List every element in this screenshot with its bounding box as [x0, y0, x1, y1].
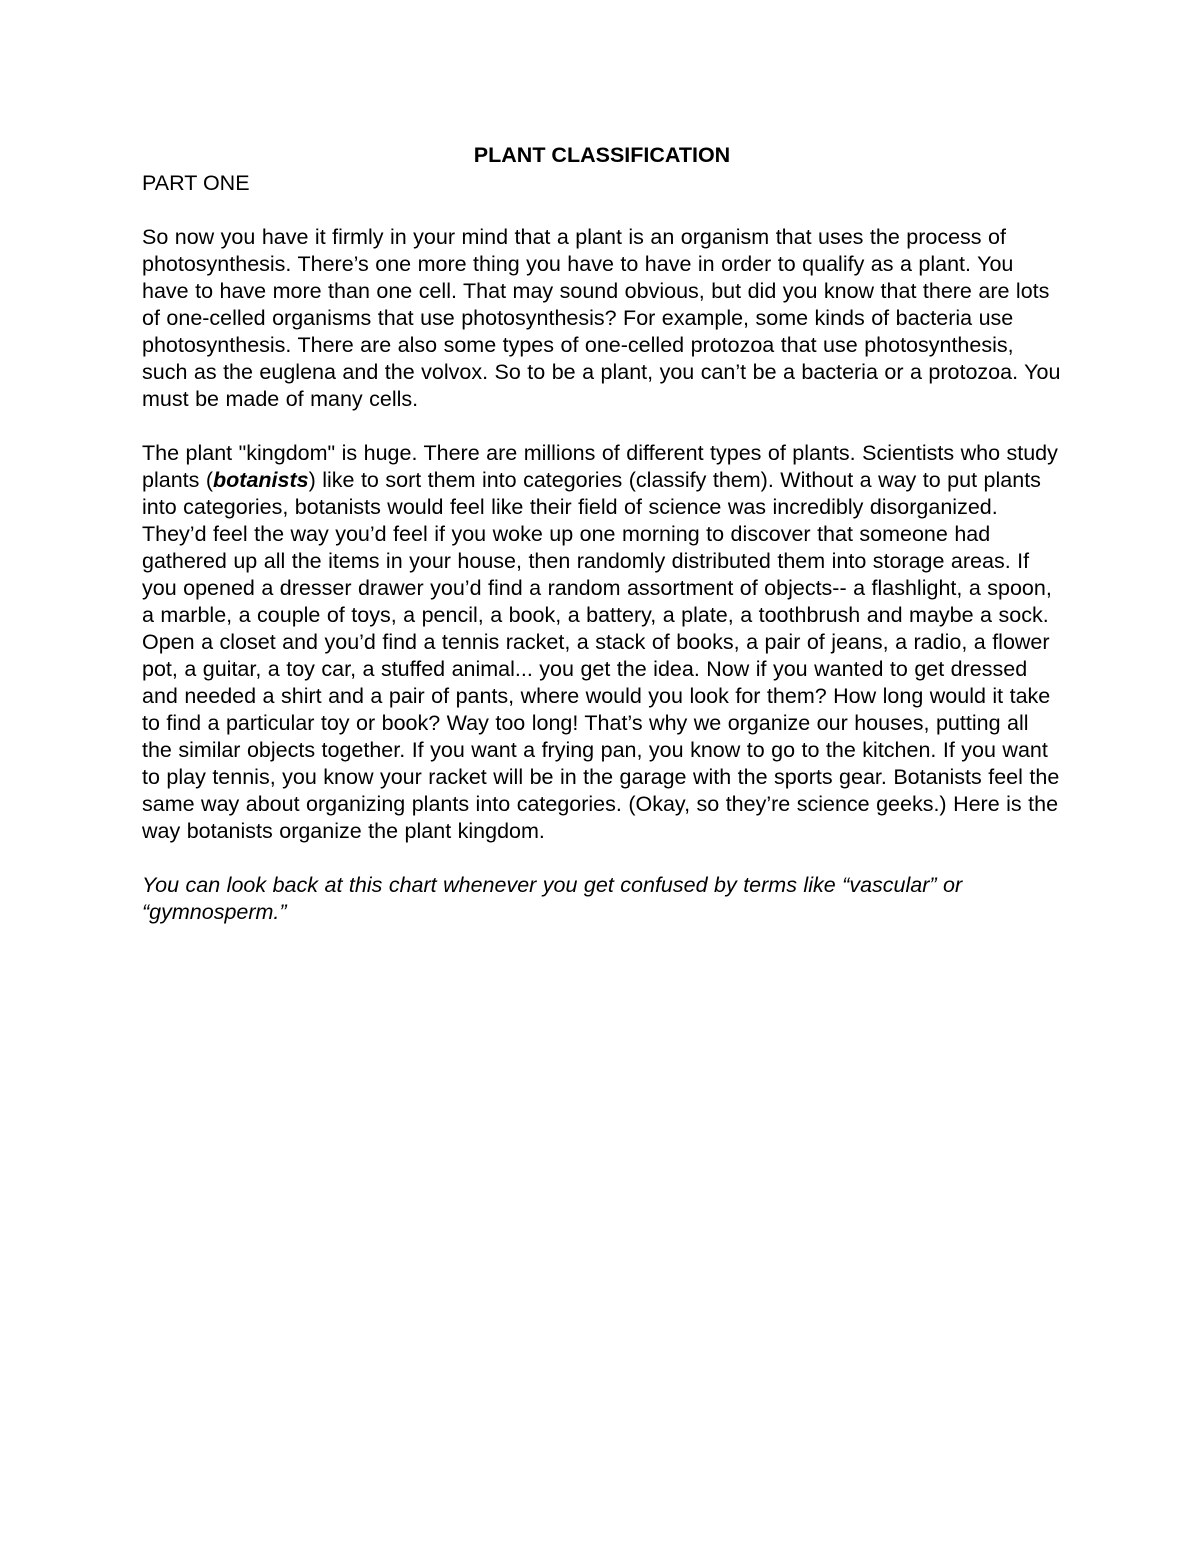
chart-note: You can look back at this chart whenever you get confused by terms like “vascular” or “gymnosperm.”	[142, 873, 963, 924]
paragraph-text-start: The plant "kingdom" is huge. There are millions of different types of plants. Scientists who study plants (	[142, 441, 1058, 492]
paragraph-plant-kingdom	[142, 440, 1062, 845]
part-heading: PART ONE	[142, 171, 250, 195]
paragraph-text-end: ) like to sort them into categories (classify them). Without a way to put plants into categories, botanists would feel like their field of science was incredibly disorganized. They’d feel the way you’d feel if you woke up one morning to discover that someone had gathered up all the items in your house, then randomly distributed them into storage areas. If you opened a dresser drawer you’d find a random assortment of objects-- a flashlight, a spoon, a marble, a couple of toys, a pencil, a book, a battery, a plate, a toothbrush and maybe a sock. Open a closet and you’d find a tennis racket, a stack of books, a pair of jeans, a radio, a flower pot, a guitar, a toy car, a stuffed animal... you get the idea. Now if you wanted to get dressed and needed a shirt and a pair of pants, where would you look for them? How long would it take to find a particular toy or book? Way too long! That’s why we organize our houses, putting all the similar objects together. If you want a frying pan, you know to go to the kitchen. If you want to play tennis, you know your racket will be in the garage with the sports gear. Botanists feel the same way about organizing plants into categories. (Okay, so they’re science geeks.) Here is the way botanists organize the plant kingdom.	[142, 468, 1060, 843]
botanists-term: botanists	[213, 468, 309, 492]
document-title: PLANT CLASSIFICATION	[473, 143, 731, 167]
document-body	[142, 140, 1062, 953]
paragraph-photosynthesis: So now you have it firmly in your mind that a plant is an organism that uses the process of photosynthesis. There’s one more thing you have to have in order to qualify as a plant. You have to have more than one cell. That may sound obvious, but did you know that there are lots of one-celled organisms that use photosynthesis? For example, some kinds of bacteria use photosynthesis. There are also some types of one-celled protozoa that use photosynthesis, such as the euglena and the volvox. So to be a plant, you can’t be a bacteria or a protozoa. You must be made of many cells.	[142, 225, 1061, 411]
